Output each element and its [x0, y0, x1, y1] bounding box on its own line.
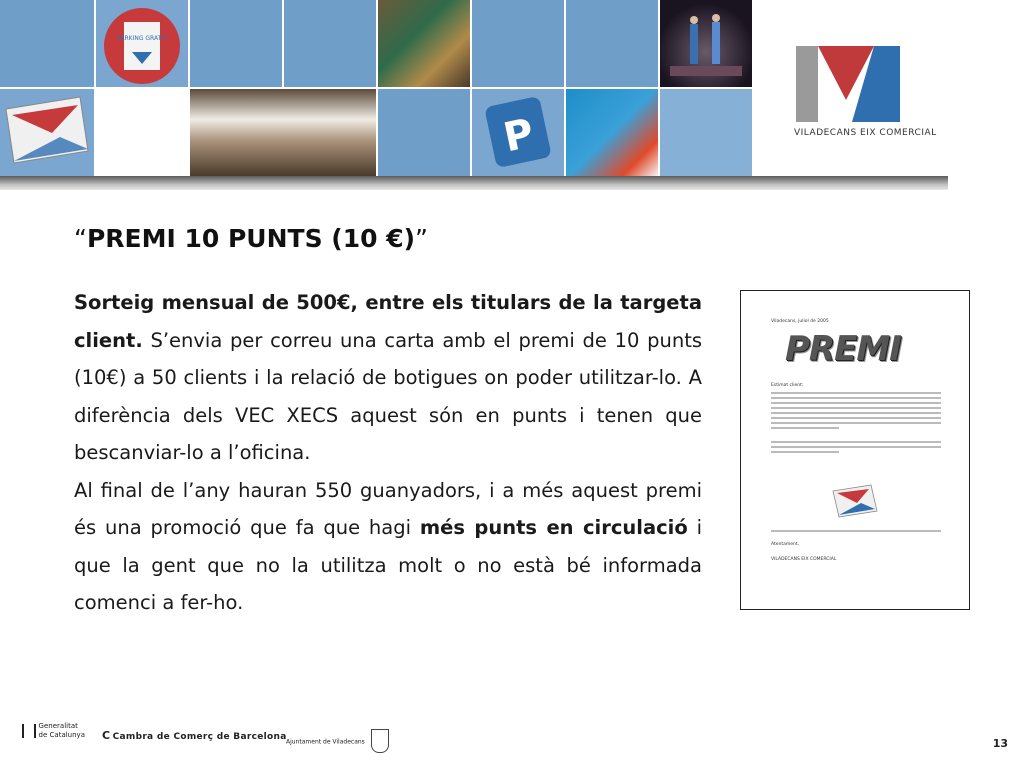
logo-text: VILADECANS EIX COMERCIAL	[794, 128, 937, 138]
generalitat-icon	[22, 724, 36, 738]
title-open-quote: “	[74, 224, 87, 253]
header-tile	[472, 0, 564, 87]
letter-headline: PREMI	[785, 329, 901, 369]
title-text: PREMI 10 PUNTS (10 €)	[86, 224, 416, 253]
page-number: 13	[992, 737, 1008, 750]
header-tile	[0, 0, 94, 87]
cambra-text: Cambra de Comerç de Barcelona	[112, 732, 287, 742]
parking-p-icon	[472, 89, 564, 176]
slide-body	[74, 284, 702, 622]
viladecans-logo-icon	[778, 0, 948, 130]
letter-closing	[771, 527, 941, 562]
svg-text:PARKING GRATIS: PARKING GRATIS	[117, 35, 167, 42]
paragraph-1	[74, 284, 702, 472]
ajuntament-text: Ajuntament de Viladecans	[286, 738, 365, 746]
models-icon	[660, 0, 752, 87]
letter-signature: VILADECANS EIX COMERCIAL	[771, 557, 837, 562]
letter-preview	[740, 290, 970, 610]
ajuntament-logo	[286, 729, 389, 753]
paragraph-1-text: S’envia per correu una carta amb el premi de 10 punts (10€) a 50 clients i la relació de botigues on poder utilitzar-lo. A diferència dels VEC XECS aquest són en punts i tenen que bescanviar-lo a l’oficina.	[74, 328, 702, 464]
header-tile	[284, 0, 376, 87]
shop-photo	[378, 0, 470, 87]
slide-title	[74, 224, 428, 253]
letter-body	[771, 383, 941, 456]
parking-sign-icon	[96, 0, 188, 87]
parking-sign-photo	[96, 0, 188, 87]
paragraph-2-end: i que la gent que no la utilitza molt o no està bé informada comenci a fer-ho.	[74, 516, 702, 614]
svg-text:P: P	[499, 110, 538, 162]
card-icon	[0, 89, 94, 176]
cambra-icon: C	[102, 729, 111, 742]
header-tile	[566, 0, 658, 87]
generalitat-logo	[22, 722, 89, 740]
generalitat-text: Generalitat de Catalunya	[38, 722, 85, 739]
logo-area	[778, 0, 948, 176]
letter-signoff: Atentament,	[771, 542, 800, 547]
letter-greeting: Estimat client:	[771, 383, 804, 388]
header-divider	[0, 176, 948, 190]
paragraph-2-start: Al final de l’any hauran 550 guanyadors, i a més aquest premi és una promoció que fa que hagi	[74, 478, 702, 539]
paragraph-2-bold: més punts en circulació	[419, 516, 688, 539]
header-tile	[660, 89, 752, 176]
header-tile	[190, 0, 282, 87]
letter-date: Viladecans, juliol de 2005	[771, 319, 829, 324]
cambra-logo	[102, 729, 287, 742]
header-tile	[378, 89, 470, 176]
market-photo	[190, 89, 376, 176]
magazine-photo	[566, 89, 658, 176]
paragraph-2	[74, 472, 702, 622]
parking-photo	[472, 89, 564, 176]
title-close-quote: ”	[415, 224, 428, 253]
header-mosaic	[0, 0, 948, 176]
letter-card-icon	[831, 483, 879, 519]
loyalty-card-photo	[0, 89, 94, 176]
paragraph-1-bold: Sorteig mensual de 500€, entre els titulars de la targeta client.	[74, 291, 702, 352]
ajuntament-shield-icon	[371, 729, 389, 753]
fashion-show-photo	[660, 0, 752, 87]
